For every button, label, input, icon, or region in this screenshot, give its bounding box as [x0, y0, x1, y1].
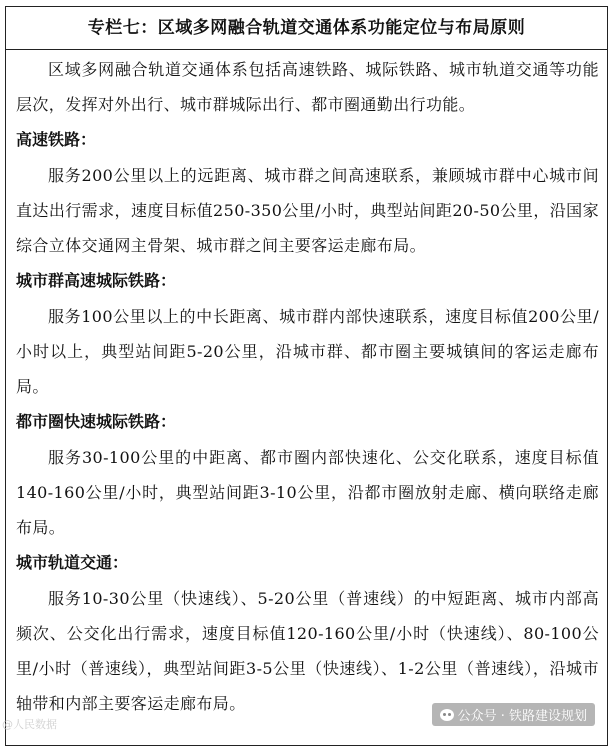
section-text-urban-rail-transit: 服务10-30公里（快速线）、5-20公里（普速线）的中短距离、城市内部高频次、公交化出行需求，速度目标值120-160公里/小时（快速线）、80-100公里/小时（普速线），典型站间距3-5公里（快速线）、1-2公里（普速线），沿城市轴带和内部主要客运走廊布局。: [16, 589, 599, 713]
section-heading-metropolitan-rail: 都市圈快速城际铁路：: [16, 412, 177, 431]
column-box: [5, 6, 608, 746]
section-heading-intercity-rail: 城市群高速城际铁路：: [16, 271, 177, 290]
section-text-high-speed-rail: 服务200公里以上的远距离、城市群之间高速联系，兼顾城市群中心城市间直达出行需求，速度目标值250-350公里/小时，典型站间距20-50公里，沿国家综合立体交通网主骨架、城市群之间主要客运走廊布局。: [16, 166, 599, 255]
source-watermark: @人民数据: [2, 718, 57, 731]
wechat-icon: [440, 709, 454, 721]
column-title: 专栏七：区域多网融合轨道交通体系功能定位与布局原则: [6, 7, 607, 50]
section-text-metropolitan-rail: 服务30-100公里的中距离、都市圈内部快速化、公交化联系，速度目标值140-160公里/小时，典型站间距3-10公里，沿都市圈放射走廊、横向联络走廊布局。: [16, 448, 599, 537]
watermark-text: 公众号 · 铁路建设规划: [457, 709, 587, 724]
column-content: [6, 50, 607, 721]
section-heading-urban-rail-transit: 城市轨道交通：: [16, 553, 129, 572]
section-text-intercity-rail: 服务100公里以上的中长距离、城市群内部快速联系，速度目标值200公里/小时以上，典型站间距5-20公里，沿城市群、都市圈主要城镇间的客运走廊布局。: [16, 307, 599, 396]
account-watermark: [432, 703, 595, 726]
intro-paragraph: 区域多网融合轨道交通体系包括高速铁路、城际铁路、城市轨道交通等功能层次，发挥对外出行、城市群城际出行、都市圈通勤出行功能。: [16, 60, 599, 114]
section-heading-high-speed-rail: 高速铁路：: [16, 130, 97, 149]
